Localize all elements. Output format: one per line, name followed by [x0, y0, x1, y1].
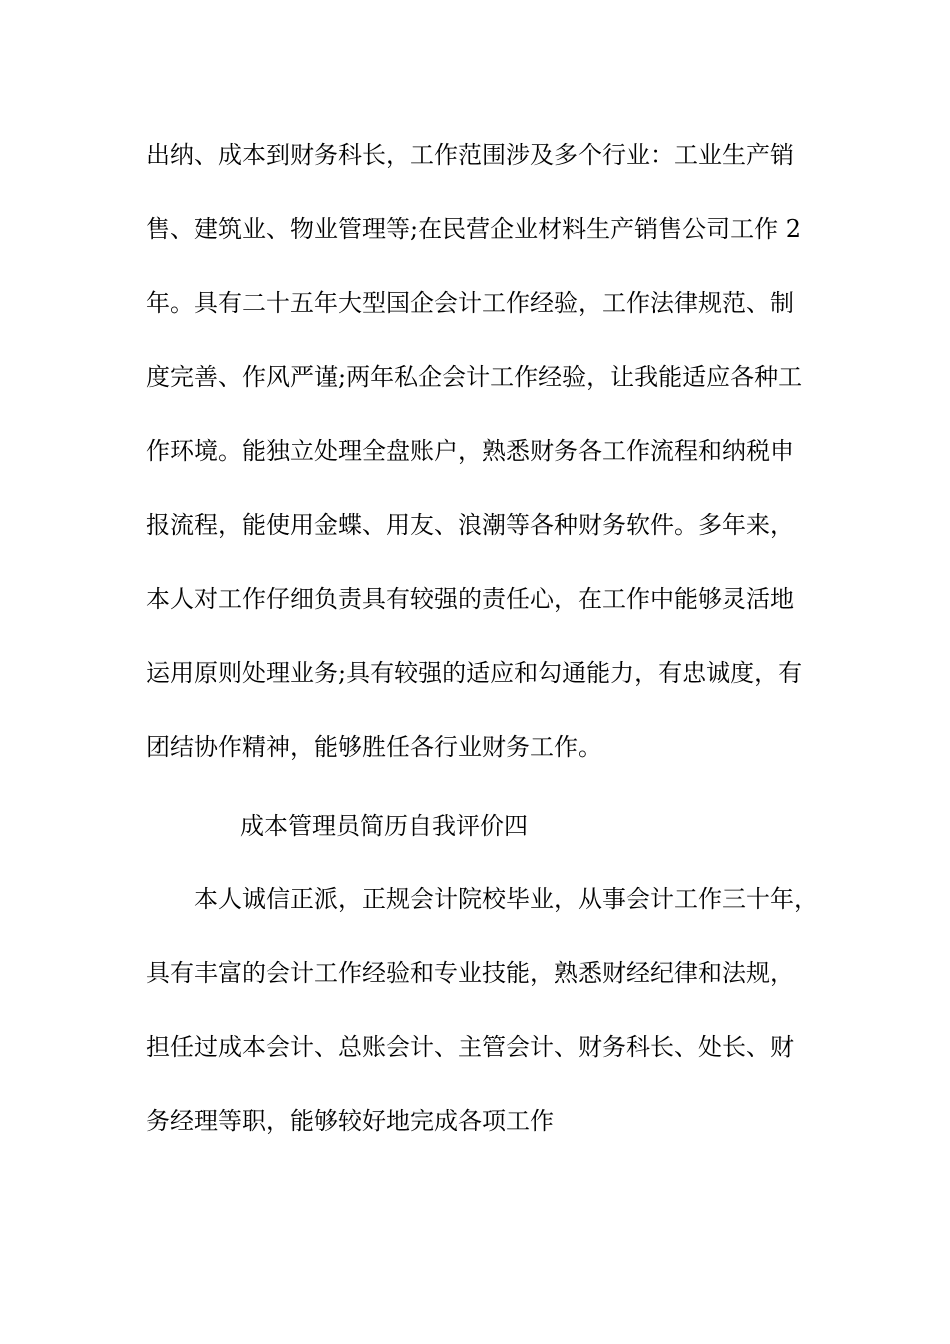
paragraph-line: 度完善、作风严谨;两年私企会计工作经验，让我能适应各种工: [146, 363, 803, 391]
paragraph-line: 出纳、成本到财务科长，工作范围涉及多个行业：工业生产销: [146, 141, 794, 169]
paragraph-line: 售、建筑业、物业管理等;在民营企业材料生产销售公司工作 2: [146, 215, 801, 243]
paragraph-line: 本人诚信正派，正规会计院校毕业，从事会计工作三十年，: [194, 885, 818, 913]
paragraph-line: 担任过成本会计、总账会计、主管会计、财务科长、处长、财: [146, 1033, 794, 1061]
paragraph-line: 本人对工作仔细负责具有较强的责任心，在工作中能够灵活地: [146, 585, 794, 613]
section-heading: 成本管理员简历自我评价四: [240, 812, 528, 840]
paragraph-line: 作环境。能独立处理全盘账户，熟悉财务各工作流程和纳税申: [146, 437, 794, 465]
paragraph-line: 务经理等职，能够较好地完成各项工作: [146, 1107, 554, 1135]
paragraph-line: 报流程，能使用金蝶、用友、浪潮等各种财务软件。多年来，: [146, 511, 794, 539]
paragraph-line: 具有丰富的会计工作经验和专业技能，熟悉财经纪律和法规，: [146, 959, 794, 987]
paragraph-line: 团结协作精神，能够胜任各行业财务工作。: [146, 733, 602, 761]
paragraph-line: 运用原则处理业务;具有较强的适应和勾通能力，有忠诚度，有: [146, 659, 803, 687]
paragraph-line: 年。具有二十五年大型国企会计工作经验，工作法律规范、制: [146, 289, 794, 317]
